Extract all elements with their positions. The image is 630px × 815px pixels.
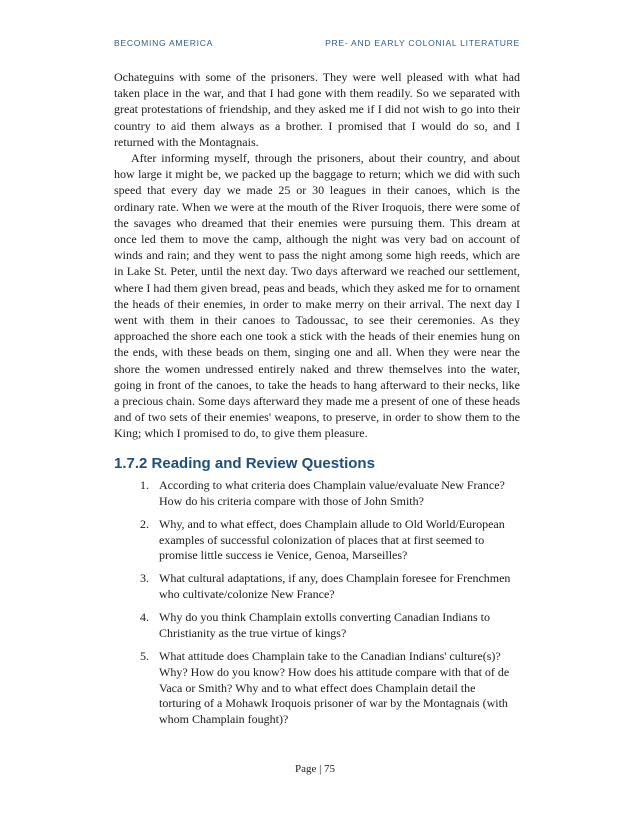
question-item: [140, 571, 520, 603]
running-header: [114, 38, 520, 48]
question-text: What cultural adaptations, if any, does Champlain foresee for Frenchmen who cultivate/colonize New France?: [159, 571, 511, 602]
question-number: 2.: [140, 516, 149, 531]
question-number: 3.: [140, 571, 149, 586]
question-text: Why, and to what effect, does Champlain allude to Old World/European examples of successful colonization of places that at first seemed to promise little success ie Venice, Genoa, Marseilles?: [159, 516, 505, 563]
page-footer: [0, 763, 630, 775]
header-book-title: BECOMING AMERICA: [114, 38, 214, 48]
section-heading: 1.7.2 Reading and Review Questions: [114, 455, 375, 472]
question-item: [140, 478, 520, 510]
body-paragraph-1: Ochateguins with some of the prisoners. They were well pleased with what had taken place in the war, and that I had gone with them readily. So we separated with great protestations of friendship, and they asked me if I did not wish to go into their country to aid them always as a brother. I promised that I would do so, and I returned with the Montagnais.: [114, 70, 520, 149]
question-item: [140, 516, 520, 564]
question-text: According to what criteria does Champlain value/evaluate New France? How do his criteria compare with those of John Smith?: [159, 478, 505, 508]
body-paragraph-2: After informing myself, through the prisoners, about their country, and about how large it might be, we packed up the baggage to return; which we did with such speed that every day we made 25 or 30 leagues in their canoes, which is the ordinary rate. When we were at the mouth of the River Iroquois, there were some of the savages who dreamed that their enemies were pursuing them. This dream at once led them to move the camp, although the night was very bad on account of winds and rain; and they went to pass the night among some high reeds, which are in Lake St. Peter, until the next day. Two days afterward we reached our settlement, where I had them given bread, peas and beads, which they asked me for to ornament the heads of their enemies, in order to make merry on their arrival. The next day I went with them in their canoes to Tadoussac, to see their ceremonies. As they approached the shore each one took a stick with the heads of their enemies hung on the ends, with these beads on them, singing one and all. When they were near the shore the women undressed entirely naked and threw themselves into the water, going in front of the canoes, to take the heads to hang afterward to their necks, like a precious chain. Some days afterward they made me a present of one of these heads and of two sets of their enemies' weapons, to preserve, in order to show them to the King; which I promised to do, to give them pleasure.: [114, 151, 520, 441]
header-section-title: PRE- AND EARLY COLONIAL LITERATURE: [325, 38, 520, 48]
question-text: What attitude does Champlain take to the Canadian Indians' culture(s)? Why? How do you know? How does his attitude compare with that of de Vaca or Smith? Why and to what effect does Champlain detail the torturing of a Mohawk Iroquois prisoner of war by the Montagnais (with whom Champlain fought)?: [159, 648, 510, 727]
page-number: Page | 75: [294, 763, 336, 775]
body-text: [114, 69, 520, 442]
review-questions-list: [140, 478, 520, 735]
question-item: [140, 610, 520, 642]
question-text: Why do you think Champlain extolls converting Canadian Indians to Christianity as the true virtue of kings?: [159, 610, 490, 640]
question-number: 4.: [140, 610, 149, 625]
question-number: 1.: [140, 478, 149, 492]
question-item: [140, 648, 520, 728]
question-number: 5.: [140, 648, 149, 663]
